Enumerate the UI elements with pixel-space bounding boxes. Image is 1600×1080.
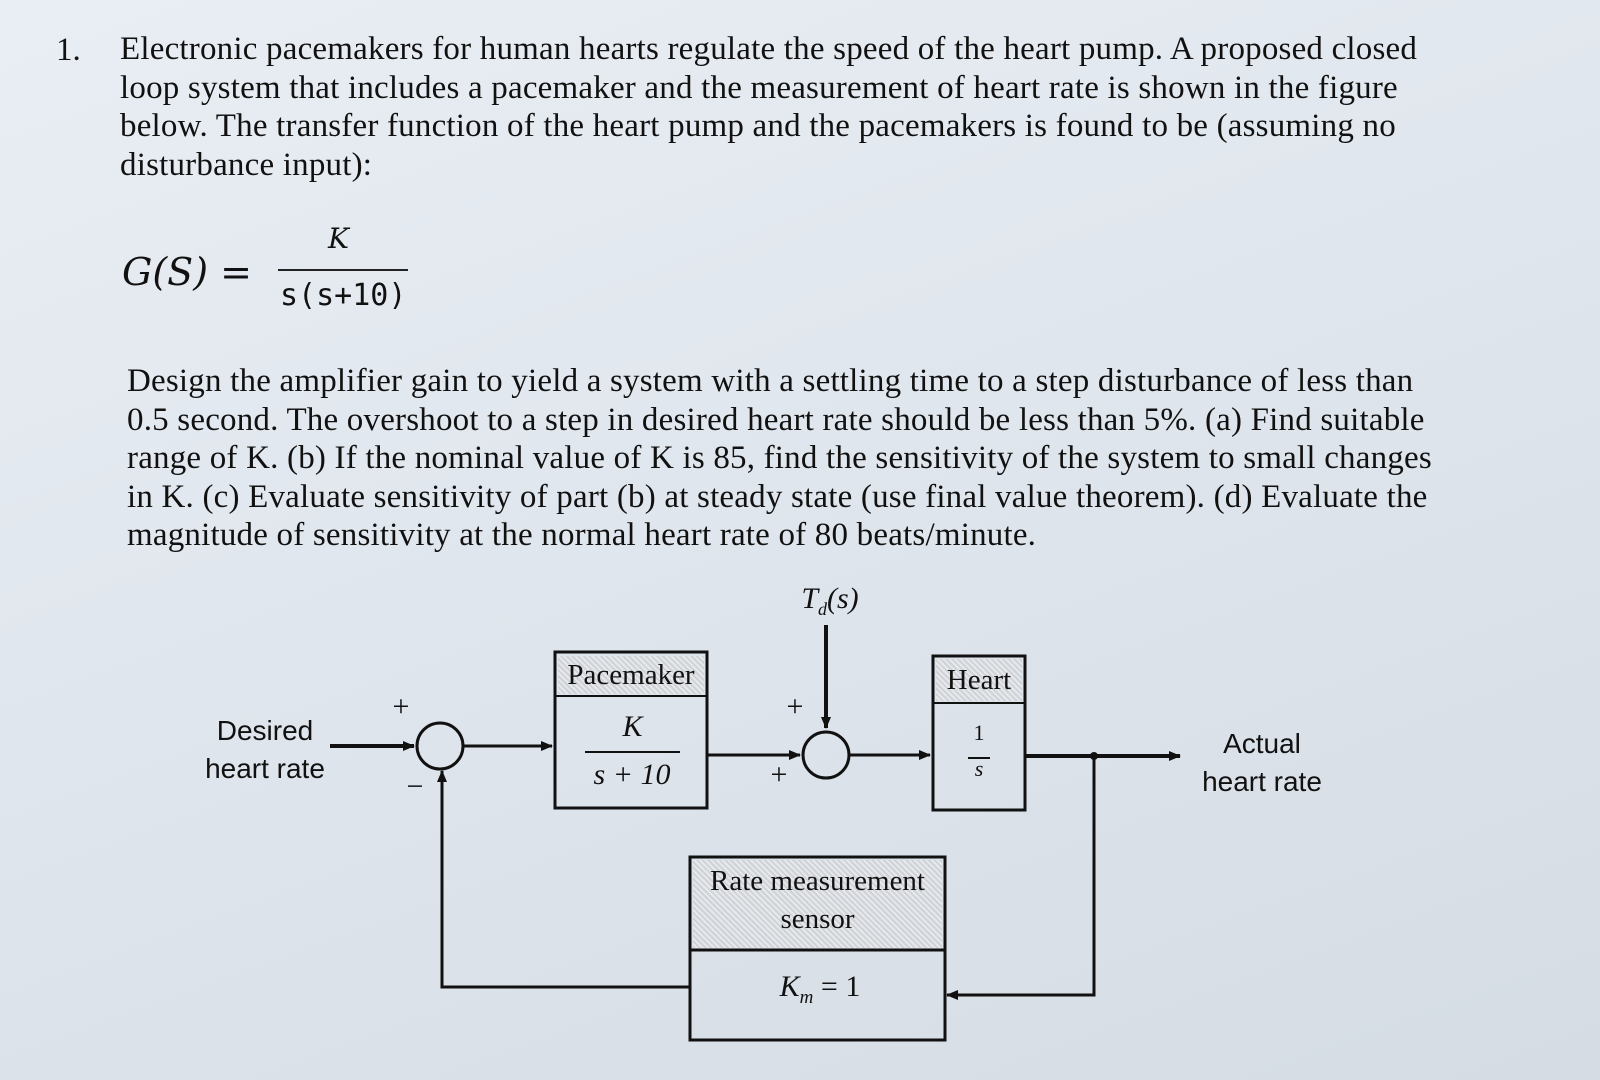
sum1-plus-sign: + — [392, 690, 410, 723]
pacemaker-denominator-text: s + 10 — [593, 758, 671, 791]
disturbance-label — [790, 582, 870, 620]
output-label — [1192, 725, 1332, 801]
heart-title: Heart — [936, 659, 1022, 701]
tf-denominator: s(s+10) — [280, 278, 407, 313]
sensor-gain — [740, 970, 900, 1009]
disturbance-arg: (s) — [827, 582, 859, 615]
sensor-title — [693, 860, 942, 948]
output-label-line1: Actual — [1223, 728, 1301, 759]
disturbance-subscript: d — [818, 599, 828, 619]
sensor-title-line2: sensor — [780, 903, 855, 935]
disturbance-symbol: T — [801, 582, 819, 615]
transfer-function — [120, 218, 440, 328]
sensor-gain-value: = 1 — [813, 970, 861, 1003]
block-diagram — [0, 560, 1600, 1080]
sum2-plus-sign-top: + — [786, 690, 804, 723]
problem-number: 1. — [56, 32, 81, 68]
pacemaker-numerator: K — [622, 710, 643, 743]
heart-denominator: s — [974, 756, 984, 781]
heart-numerator: 1 — [973, 720, 985, 745]
sensor-title-line1: Rate measurement — [710, 865, 925, 897]
input-label-line2: heart rate — [205, 753, 325, 784]
tf-fraction-bar — [278, 269, 408, 271]
summing-junction-2 — [803, 732, 849, 778]
output-label-line2: heart rate — [1202, 766, 1322, 797]
feedback-path-right — [947, 756, 1094, 995]
tf-lhs: G(S) = — [122, 250, 252, 294]
sensor-gain-subscript: m — [799, 987, 814, 1008]
summing-junction-1 — [417, 723, 463, 769]
input-label — [195, 712, 335, 788]
pacemaker-denominator — [572, 758, 692, 792]
sum2-plus-sign-left: + — [770, 758, 788, 791]
tf-numerator: K — [328, 222, 349, 255]
pacemaker-title: Pacemaker — [558, 656, 704, 694]
problem-intro: Electronic pacemakers for human hearts regulate the speed of the heart pump. A proposed closed loop system that includes a pacemaker and the measurement of heart rate is shown in the figure below. The transfer function of the heart pump and the pacemakers is found to be (assuming no disturbance input): — [120, 31, 1418, 183]
sum1-minus-sign: − — [406, 770, 424, 803]
problem-task: Design the amplifier gain to yield a system with a settling time to a step disturbance of less than 0.5 second. The overshoot to a step in desired heart rate should be less than 5%. (a) Find suitable range of K. (b) If the nominal value of K is 85, find the sensitivity of the system to small changes in K. (c) Evaluate sensitivity of part (b) at steady state (use final value theorem). (d) Evaluate the magnitude of sensitivity at the normal heart rate of 80 beats/minute. — [127, 363, 1432, 553]
input-label-line1: Desired — [216, 715, 314, 746]
sensor-gain-symbol: K — [779, 970, 800, 1003]
feedback-path-left — [442, 771, 690, 987]
